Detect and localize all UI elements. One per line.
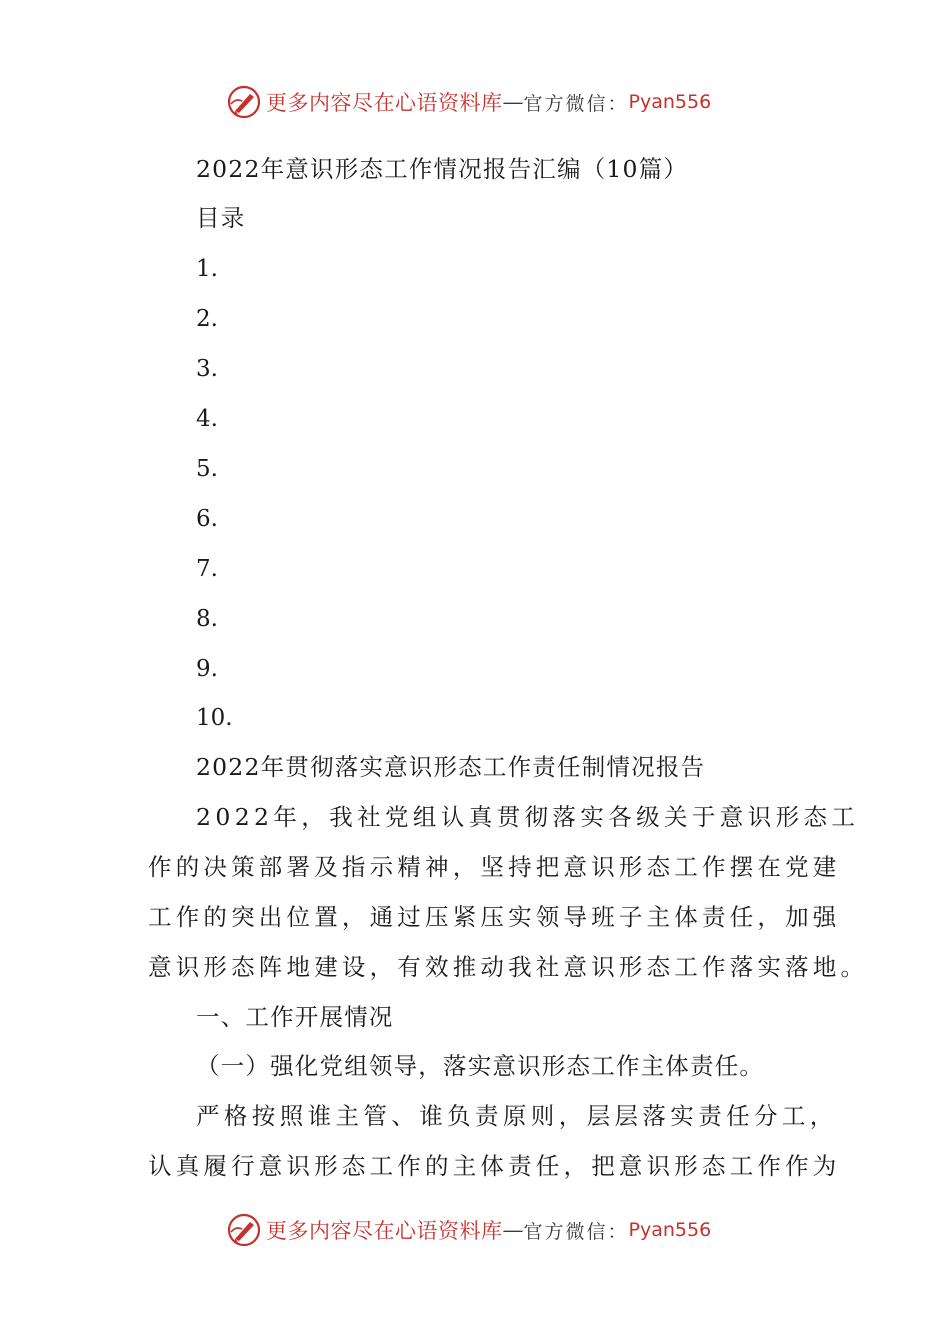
toc-item: 9.	[196, 656, 218, 682]
document-title: 2022年意识形态工作情况报告汇编（10篇）	[196, 155, 689, 183]
toc-item: 1.	[196, 256, 218, 282]
watermark-label: 官方微信：	[523, 92, 629, 115]
toc-item: 5.	[196, 456, 218, 482]
section-heading: 一、工作开展情况	[196, 1003, 394, 1031]
toc-item: 3.	[196, 356, 218, 382]
intro-line: 作的决策部署及指示精神，坚持把意识形态工作摆在党建	[148, 853, 841, 881]
intro-line: 意识形态阵地建设，有效推动我社意识形态工作落实落地。	[148, 953, 869, 981]
intro-line: 2022年，我社党组认真贯彻落实各级关于意识形态工	[196, 803, 860, 831]
toc-item: 8.	[196, 606, 218, 632]
watermark-site-text: 更多内容尽在心语资料库	[266, 1219, 503, 1243]
toc-item: 7.	[196, 556, 218, 582]
body-line: 认真履行意识形态工作的主体责任，把意识形态工作作为	[148, 1152, 841, 1180]
watermark-dash: —	[502, 90, 524, 114]
watermark-wechat-id: Pyan556	[628, 91, 712, 113]
report-title: 2022年贯彻落实意识形态工作责任制情况报告	[196, 753, 706, 781]
pen-logo-icon	[226, 84, 262, 120]
body-line: 严格按照谁主管、谁负责原则，层层落实责任分工，	[196, 1102, 838, 1130]
watermark-site-text: 更多内容尽在心语资料库	[266, 91, 503, 115]
watermark-dash: —	[502, 1218, 524, 1242]
toc-item: 2.	[196, 306, 218, 332]
intro-line: 工作的突出位置，通过压紧压实领导班子主体责任，加强	[148, 903, 841, 931]
toc-label: 目录	[196, 204, 246, 232]
toc-item: 10.	[196, 705, 233, 731]
footer-watermark	[0, 1208, 950, 1252]
header-watermark	[0, 80, 950, 124]
watermark-wechat-id: Pyan556	[628, 1219, 712, 1241]
toc-item: 6.	[196, 506, 218, 532]
subsection-heading: （一）强化党组领导，落实意识形态工作主体责任。	[196, 1052, 765, 1080]
pen-logo-icon	[226, 1212, 262, 1248]
watermark-label: 官方微信：	[523, 1220, 629, 1243]
toc-item: 4.	[196, 406, 218, 432]
